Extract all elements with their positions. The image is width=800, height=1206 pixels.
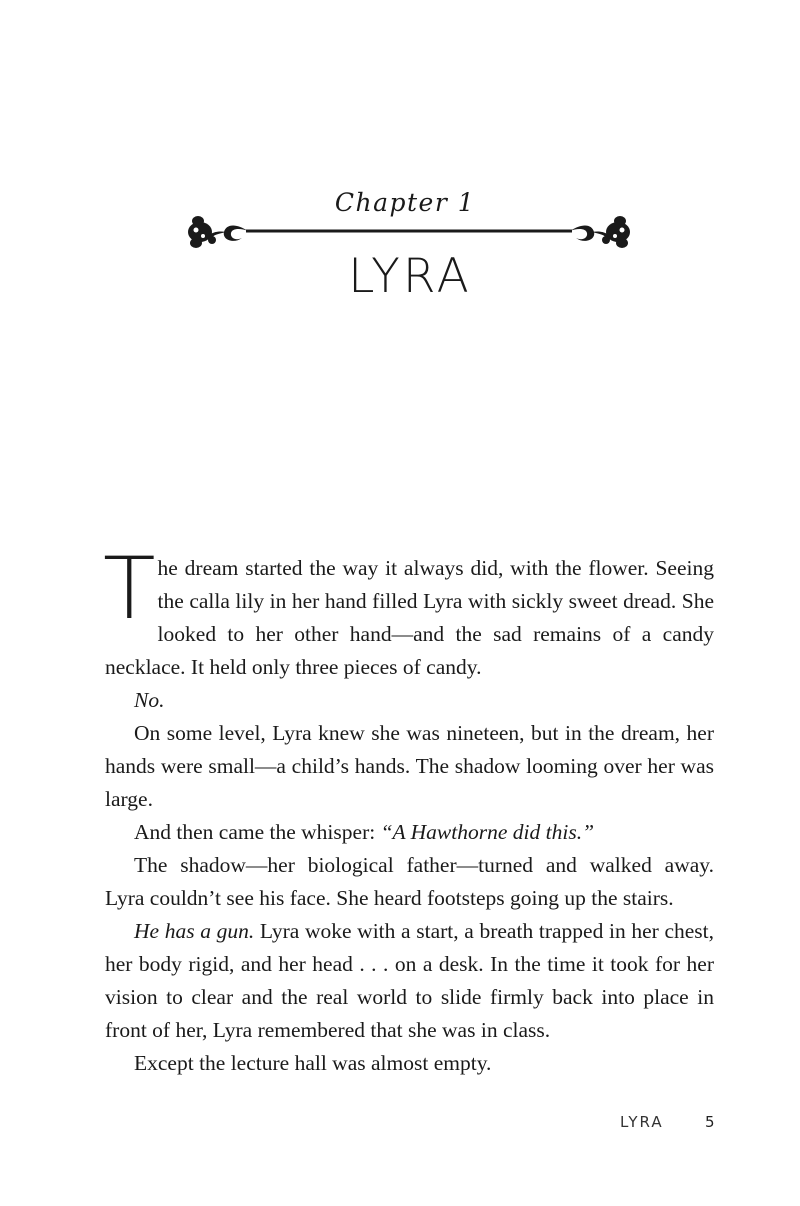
paragraph-6 <box>105 915 714 1047</box>
paragraph-text: On some level, Lyra knew she was nineteen, but in the dream, her hands were small—a child’s hands. The shadow looming over her was large. <box>105 721 714 811</box>
running-head: LYRA <box>620 1113 664 1131</box>
paragraph-5 <box>105 849 714 915</box>
paragraph-text: Except the lecture hall was almost empty. <box>134 1051 492 1075</box>
flourish-divider-icon <box>186 210 632 254</box>
chapter-label: Chapter 1 <box>334 188 476 217</box>
page-number: 5 <box>705 1113 715 1131</box>
italic-text: “A Hawthorne did this.” <box>380 820 595 844</box>
chapter-body <box>103 539 714 1080</box>
paragraph-text: Lyra woke with a start, a breath trapped in her chest, her body rigid, and her head . . . on a desk. In the time it took for her vision to clear and the real world to slide firmly back into place in front of her, Lyra remembered that she was in class. <box>105 919 714 1042</box>
italic-text: He has a gun. <box>134 919 255 943</box>
chapter-title: LYRA <box>348 249 472 304</box>
paragraph-7 <box>105 1047 714 1080</box>
paragraph-3 <box>105 717 714 816</box>
paragraph-text: he dream started the way it always did, with the flower. Seeing the calla lily in her hand filled Lyra with sickly sweet dread. She looked to her other hand—and the sad remains of a candy necklace. It held only three pieces of candy. <box>105 556 714 679</box>
italic-text: No. <box>134 688 165 712</box>
paragraph-text: The shadow—her biological father—turned and walked away. Lyra couldn’t see his face. She heard footsteps going up the stairs. <box>105 853 714 910</box>
paragraph-1 <box>103 539 714 684</box>
paragraph-2 <box>105 684 714 717</box>
drop-cap: T <box>103 539 156 639</box>
paragraph-4 <box>105 816 714 849</box>
paragraph-text: And then came the whisper: <box>134 820 381 844</box>
